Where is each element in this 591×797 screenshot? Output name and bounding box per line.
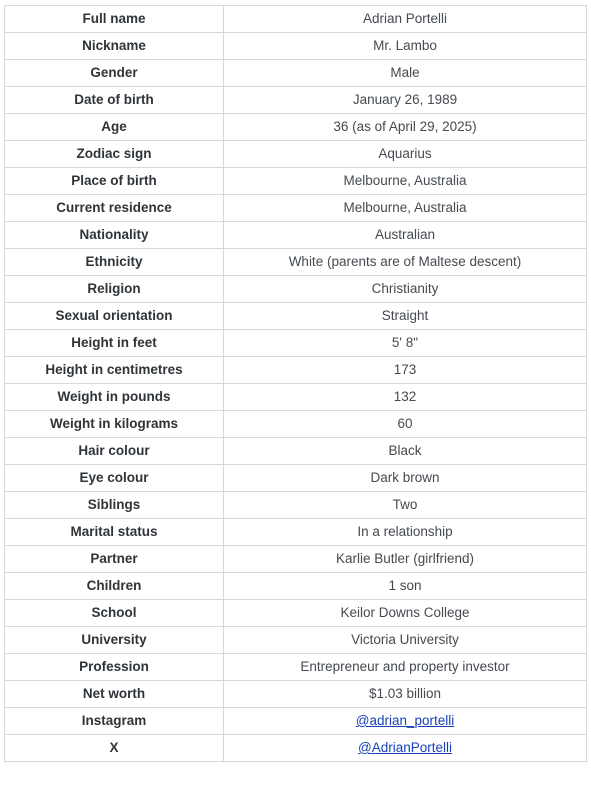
table-row xyxy=(5,573,587,600)
row-label: Current residence xyxy=(5,195,224,222)
table-row xyxy=(5,195,587,222)
row-value: Melbourne, Australia xyxy=(224,195,587,222)
table-row xyxy=(5,681,587,708)
row-value: Adrian Portelli xyxy=(224,6,587,33)
row-label: X xyxy=(5,735,224,762)
bio-table xyxy=(4,5,587,762)
bio-table-container xyxy=(4,5,587,762)
row-label: Gender xyxy=(5,60,224,87)
row-label: Nickname xyxy=(5,33,224,60)
row-value: 36 (as of April 29, 2025) xyxy=(224,114,587,141)
row-label: Eye colour xyxy=(5,465,224,492)
row-value: Black xyxy=(224,438,587,465)
table-row xyxy=(5,276,587,303)
bio-table-body xyxy=(5,6,587,762)
instagram-link[interactable]: @adrian_portelli xyxy=(355,713,455,728)
row-value: Australian xyxy=(224,222,587,249)
table-row xyxy=(5,492,587,519)
table-row xyxy=(5,627,587,654)
row-value: Two xyxy=(224,492,587,519)
row-label: Children xyxy=(5,573,224,600)
x-link[interactable]: @AdrianPortelli xyxy=(358,740,452,755)
row-label: Nationality xyxy=(5,222,224,249)
row-label: School xyxy=(5,600,224,627)
table-row xyxy=(5,141,587,168)
table-row xyxy=(5,60,587,87)
table-row xyxy=(5,735,587,762)
row-label: Place of birth xyxy=(5,168,224,195)
row-value: Aquarius xyxy=(224,141,587,168)
row-value: Straight xyxy=(224,303,587,330)
table-row xyxy=(5,33,587,60)
table-row xyxy=(5,384,587,411)
table-row xyxy=(5,411,587,438)
row-value: $1.03 billion xyxy=(224,681,587,708)
row-value: In a relationship xyxy=(224,519,587,546)
row-value: Mr. Lambo xyxy=(224,33,587,60)
table-row xyxy=(5,654,587,681)
table-row xyxy=(5,330,587,357)
row-value: Christianity xyxy=(224,276,587,303)
row-label: Height in feet xyxy=(5,330,224,357)
row-label: Marital status xyxy=(5,519,224,546)
table-row xyxy=(5,87,587,114)
row-label: Siblings xyxy=(5,492,224,519)
row-value: 173 xyxy=(224,357,587,384)
table-row xyxy=(5,708,587,735)
row-label: Age xyxy=(5,114,224,141)
table-row xyxy=(5,600,587,627)
row-value: Entrepreneur and property investor xyxy=(224,654,587,681)
table-row xyxy=(5,303,587,330)
row-value: Keilor Downs College xyxy=(224,600,587,627)
row-value xyxy=(224,735,587,762)
table-row xyxy=(5,168,587,195)
table-row xyxy=(5,438,587,465)
row-value: Male xyxy=(224,60,587,87)
row-label: University xyxy=(5,627,224,654)
table-row xyxy=(5,249,587,276)
row-label: Date of birth xyxy=(5,87,224,114)
table-row xyxy=(5,357,587,384)
table-row xyxy=(5,6,587,33)
row-value: Melbourne, Australia xyxy=(224,168,587,195)
row-label: Zodiac sign xyxy=(5,141,224,168)
row-value xyxy=(224,708,587,735)
row-label: Net worth xyxy=(5,681,224,708)
row-label: Partner xyxy=(5,546,224,573)
row-value: January 26, 1989 xyxy=(224,87,587,114)
row-label: Religion xyxy=(5,276,224,303)
row-label: Hair colour xyxy=(5,438,224,465)
table-row xyxy=(5,114,587,141)
row-label: Ethnicity xyxy=(5,249,224,276)
table-row xyxy=(5,519,587,546)
row-value: Dark brown xyxy=(224,465,587,492)
row-value: 5' 8" xyxy=(224,330,587,357)
row-label: Full name xyxy=(5,6,224,33)
row-value: 60 xyxy=(224,411,587,438)
row-value: Karlie Butler (girlfriend) xyxy=(224,546,587,573)
row-label: Height in centimetres xyxy=(5,357,224,384)
row-label: Sexual orientation xyxy=(5,303,224,330)
row-value: White (parents are of Maltese descent) xyxy=(224,249,587,276)
row-label: Weight in kilograms xyxy=(5,411,224,438)
row-label: Weight in pounds xyxy=(5,384,224,411)
row-value: 1 son xyxy=(224,573,587,600)
row-label: Profession xyxy=(5,654,224,681)
row-label: Instagram xyxy=(5,708,224,735)
row-value: Victoria University xyxy=(224,627,587,654)
table-row xyxy=(5,465,587,492)
table-row xyxy=(5,546,587,573)
table-row xyxy=(5,222,587,249)
row-value: 132 xyxy=(224,384,587,411)
